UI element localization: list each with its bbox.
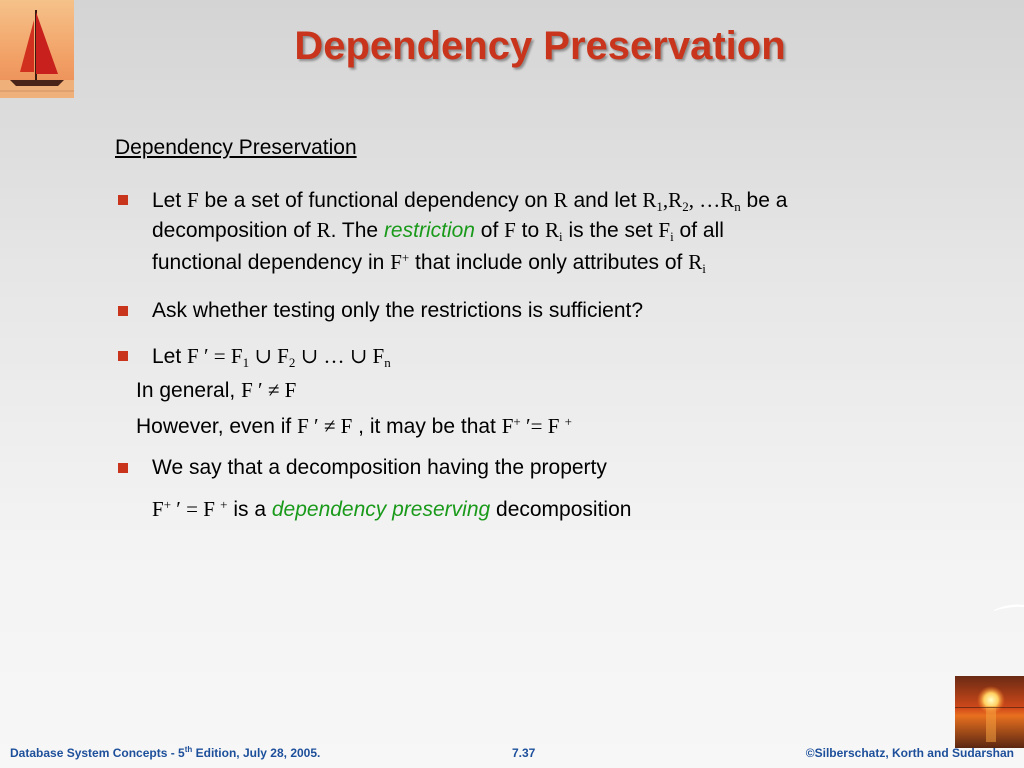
bullet-3-line: Let F ′ = $F_1$ ∪ $F_2$ ∪ … ∪ $F_n$ [152, 344, 391, 370]
bullet-1-line-2: decomposition of R. The restriction of F to $R_i$ is the set $F_i$ of all [152, 218, 724, 244]
bullet-1-line-1: Let F be a set of functional dependency on R and let $R_1,R_2$, $\dots R_n$ be a [152, 188, 788, 214]
footer-copyright: ©Silberschatz, Korth and Sudarshan [805, 746, 1014, 760]
footer-left: Database System Concepts - 5th Edition, July 28, 2005. [10, 745, 321, 760]
bullet-marker [118, 463, 128, 473]
subheading: Dependency Preservation [115, 136, 357, 159]
bullet-marker [118, 195, 128, 205]
sunset-image [955, 676, 1024, 748]
slide-title: Dependency Preservation [294, 24, 786, 68]
bullet-marker [118, 306, 128, 316]
bullet-marker [118, 351, 128, 361]
decorative-swoosh [994, 603, 1024, 611]
bullet-2-line: Ask whether testing only the restrictions is sufficient? [152, 299, 644, 322]
in-general-line: In general, F ′ ≠ F [136, 378, 297, 402]
however-line: However, even if F ′ ≠ F , it may be that F+ ′= F + [136, 414, 572, 438]
footer-page-number: 7.37 [512, 746, 536, 760]
bullet-4-line-1: We say that a decomposition having the property [152, 456, 607, 479]
restriction-term: restriction [383, 219, 475, 242]
dependency-preserving-term: dependency preserving [271, 498, 491, 521]
bullet-4-line-2: F+ ′ = F + is a dependency preserving decomposition [152, 497, 632, 521]
bullet-1-line-3: functional dependency in F+ that include only attributes of $R_i$ [152, 250, 706, 276]
